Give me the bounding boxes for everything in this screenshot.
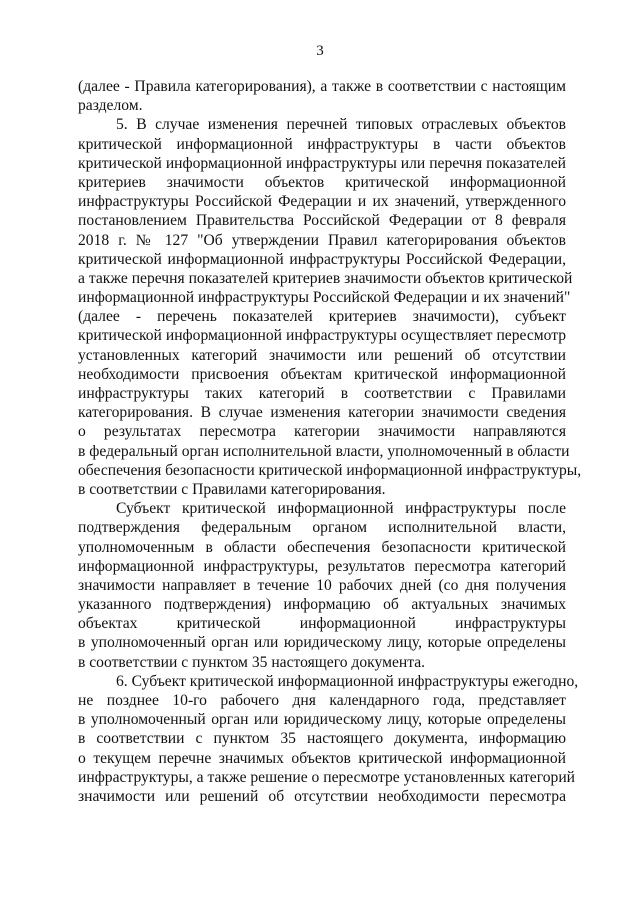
text-line: инфраструктуры, а также решение о пересмотре установленных категорий (78, 768, 576, 786)
text-line: в соответствии с пунктом 35 настоящего документа. (78, 653, 426, 671)
text-line: в соответствии с пунктом 35 настоящего документа, информацию (78, 730, 566, 748)
text-line: (далее - Правила категорирования), а также в соответствии с настоящим (78, 78, 566, 95)
text-line: о текущем перечне значимых объектов критической информационной (78, 749, 566, 767)
text-line: указанного подтверждения) информацию об актуальных значимых (78, 596, 566, 614)
text-line: информационной инфраструктуры Российской Федерации и их значений" (78, 289, 571, 307)
text-line: 5. В случае изменения перечней типовых отраслевых объектов (116, 116, 566, 134)
text-line: инфраструктуры таких категорий в соответствии с Правилами (78, 385, 566, 402)
text-line: критериев значимости объектов критической информационной (78, 173, 566, 191)
text-line: уполномоченным в области обеспечения безопасности критической (78, 538, 566, 556)
text-line: в уполномоченный орган или юридическому лицу, которые определены (78, 634, 566, 652)
text-line: в соответствии с Правилами категорирования. (78, 480, 386, 498)
text-line: обеспечения безопасности критической информационной инфраструктуры, (78, 461, 582, 479)
text-line: инфраструктуры Российской Федерации и их значений, утвержденного (78, 193, 566, 211)
text-line: категорирования. В случае изменения категории значимости сведения (78, 404, 566, 422)
text-line: 2018 г. № 127 "Об утверждении Правил категорирования объектов (78, 231, 566, 249)
text-line: (далее - перечень показателей критериев значимости), субъект (78, 308, 566, 326)
text-line: критической информационной инфраструктуры осуществляет пересмотр (78, 327, 566, 345)
text-line: 6. Субъект критической информационной инфраструктуры ежегодно, (116, 672, 579, 690)
text-line: в федеральный орган исполнительной власти, уполномоченный в области (78, 442, 570, 460)
page-number: 3 (316, 43, 324, 59)
text-line: разделом. (78, 97, 143, 115)
text-line: в уполномоченный орган или юридическому лицу, которые определены (78, 711, 566, 729)
text-line: не позднее 10-го рабочего дня календарного года, представляет (78, 692, 566, 709)
text-line: постановлением Правительства Российской Федерации от 8 февраля (78, 212, 566, 230)
text-line: установленных категорий значимости или решений об отсутствии (78, 346, 566, 364)
text-line: о результатах пересмотра категории значимости направляются (78, 423, 566, 441)
text-line: критической информационной инфраструктуры в части объектов (78, 135, 566, 153)
document-body (78, 77, 582, 806)
text-line: информационной инфраструктуры, результатов пересмотра категорий (78, 557, 566, 575)
text-line: Субъект критической информационной инфраструктуры после (116, 500, 566, 518)
text-line: объектах критической информационной инфраструктуры (78, 615, 566, 633)
text-line: значимости или решений об отсутствии необходимости пересмотра (78, 787, 566, 805)
text-line: а также перечня показателей критериев значимости объектов критической (78, 269, 573, 287)
text-line: критической информационной инфраструктуры Российской Федерации, (78, 250, 566, 268)
text-line: значимости направляет в течение 10 рабочих дней (со дня получения (78, 576, 566, 594)
text-line: подтверждения федеральным органом исполнительной власти, (78, 519, 566, 537)
text-line: критической информационной инфраструктуры или перечня показателей (78, 154, 566, 172)
text-line: необходимости присвоения объектам критической информационной (78, 365, 566, 383)
